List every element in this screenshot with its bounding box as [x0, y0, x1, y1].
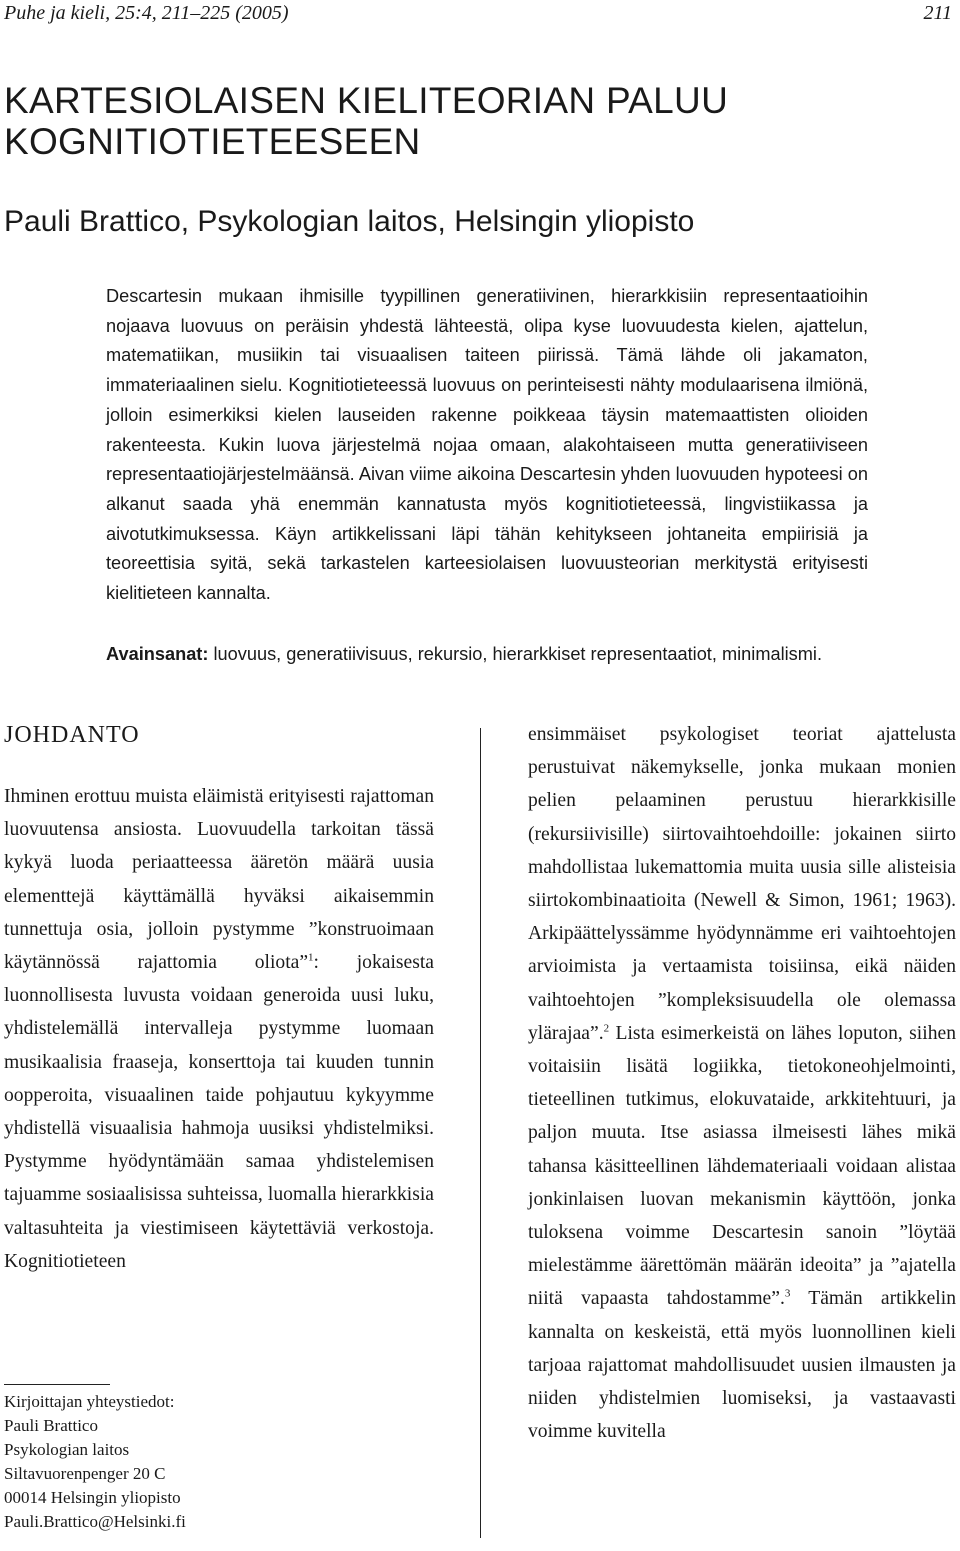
contact-department: Psykologian laitos — [4, 1440, 130, 1459]
contact-street: Siltavuorenpenger 20 C — [4, 1464, 166, 1483]
section-heading: JOHDANTO — [4, 722, 140, 748]
abstract: Descartesin mukaan ihmisille tyypillinen generatiivinen, hierarkkisiin representaatioihin nojaava luovuus on peräisin yhdestä lähteestä, olipa kyse luovuudesta kielen, ajattelun, matematiikan, musiikin tai visuaalisen taiteen piirissä. Tämä lähde oli jakamaton, immateriaalinen sielu. Kognitiotieteessä luovuus on perinteisesti nähty modulaarisena ilmiönä, jolloin esimerkiksi kielen lauseiden rakenne poikkeaa täysin matemaattisten olioiden rakenteesta. Kukin luova järjestelmä nojaa omaan, alakohtaiseen mutta generatiiviseen representaatiojärjestelmäänsä. Aivan viime aikoina Descartesin yhden luovuuden hypoteesi on alkanut saada yhä enemmän kannatusta myös kognitiotieteessä, lingvistiikassa ja aivotutkimuksessa. Käyn artikkelissani läpi tähän kehitykseen johtaneita empiirisiä ja teoreettisia syitä, sekä tarkastelen karteesiolaisen luovuusteorian merkitystä erityisesti kielitieteen kannalta. — [106, 286, 868, 604]
contact-email[interactable]: Pauli.Brattico@Helsinki.fi — [4, 1512, 186, 1531]
journal-citation: Puhe ja kieli, 25:4, 211–225 (2005) — [4, 2, 289, 24]
keywords-label: Avainsanat: — [106, 644, 209, 664]
body-paragraph-left — [4, 780, 434, 1278]
contact-name: Pauli Brattico — [4, 1416, 98, 1435]
contact-divider — [4, 1384, 110, 1385]
running-head — [4, 2, 952, 26]
footnote-ref-2[interactable]: 2 — [603, 1022, 610, 1035]
footnote-ref-1[interactable]: 1 — [308, 951, 314, 964]
left-column — [4, 718, 434, 1278]
article-title — [4, 80, 924, 162]
page-number: 211 — [923, 2, 952, 24]
column-divider — [480, 728, 481, 1538]
title-line-2: KOGNITIOTIETEESEEN — [4, 121, 421, 162]
contact-label: Kirjoittajan yhteystiedot: — [4, 1392, 175, 1411]
contact-city: 00014 Helsingin yliopisto — [4, 1488, 181, 1507]
body-paragraph-right — [528, 718, 956, 1448]
right-text-c: Tämän artikkelin kannalta on keskeistä, että myös luonnollinen kieli tarjoaa rajattomat mahdollisuudet uusien ilmausten ja niiden yhdistelmien luomiseksi, ja vastaavasti voimme kuvitella — [528, 1288, 956, 1443]
right-column — [528, 718, 956, 1448]
title-line-1: KARTESIOLAISEN KIELITEORIAN PALUU — [4, 80, 729, 121]
left-text-a: Ihminen erottuu muista eläimistä erityisesti rajattoman luovuutensa ansiosta. Luovuudella tarkoitan tässä kykyä luoda periaatteessa ääretön määrä uusia elementtejä käyttämällä hyväksi aikaisemmin tunnettuja osia, jolloin pystymme ”konstruoimaan käytännössä rajattomia oliota” — [4, 786, 434, 974]
left-text-b: : jokaisesta luonnollisesta luvusta voidaan generoida uusi luku, yhdistelemällä intervalleja pystymme luomaan musikaalisia fraaseja, konserttoja tai kuuden tunnin oopperoita, visuaalinen taide pohjautuu kykyymme yhdistellä visuaalisia hahmoja uusiksi yhdistelmiksi. Pystymme hyödyntämään samaa yhdistelemisen tajuamme sosiaalisissa suhteissa, luomalla hierarkkisia valtasuhteita ja viestimiseen käytettäviä verkostoja. Kognitiotieteen — [4, 952, 434, 1272]
keywords — [106, 640, 868, 670]
right-text-b: Lista esimerkeistä on lähes loputon, siihen voitaisiin lisätä logiikka, tietokoneohjelmointi, tieteellinen tutkimus, elokuvataide, arkkitehtuuri, ja paljon muuta. Itse asiassa ilmeisesti lähes mikä tahansa käsitteellinen lähdemateriaali voidaan alistaa jonkinlaisen luovan mekanismin käyttöön, jonka tuloksena voimme Descartesin sanoin ”löytää mielestämme äärettömän määrän ideoita” ja ”ajatella niitä vapaasta tahdostamme”. — [528, 1022, 956, 1310]
author-contact — [4, 1390, 186, 1534]
right-text-a: ensimmäiset psykologiset teoriat ajattelusta perustuivat näkemykselle, jonka mukaan monien pelien pelaaminen perustuu hierarkkisille (rekursiivisille) siirtovaihtoehdoille: jokainen siirto mahdollistaa lukemattomia muita uusia sille alisteisia siirtokombinaatioita (Newell & Simon, 1961; 1963). Arkipäättelyssämme hyödynnämme eri vaihtoehtojen arvioimista ja vertaamista toisiinsa, eikä näiden vaihtoehtojen ”kompleksisuudella ole olemassa ylärajaa”. — [528, 724, 956, 1044]
author-affiliation: Pauli Brattico, Psykologian laitos, Helsingin yliopisto — [4, 205, 695, 238]
keywords-list: luovuus, generatiivisuus, rekursio, hierarkkiset representaatiot, minimalismi. — [213, 644, 823, 664]
footnote-ref-3[interactable]: 3 — [784, 1287, 791, 1300]
